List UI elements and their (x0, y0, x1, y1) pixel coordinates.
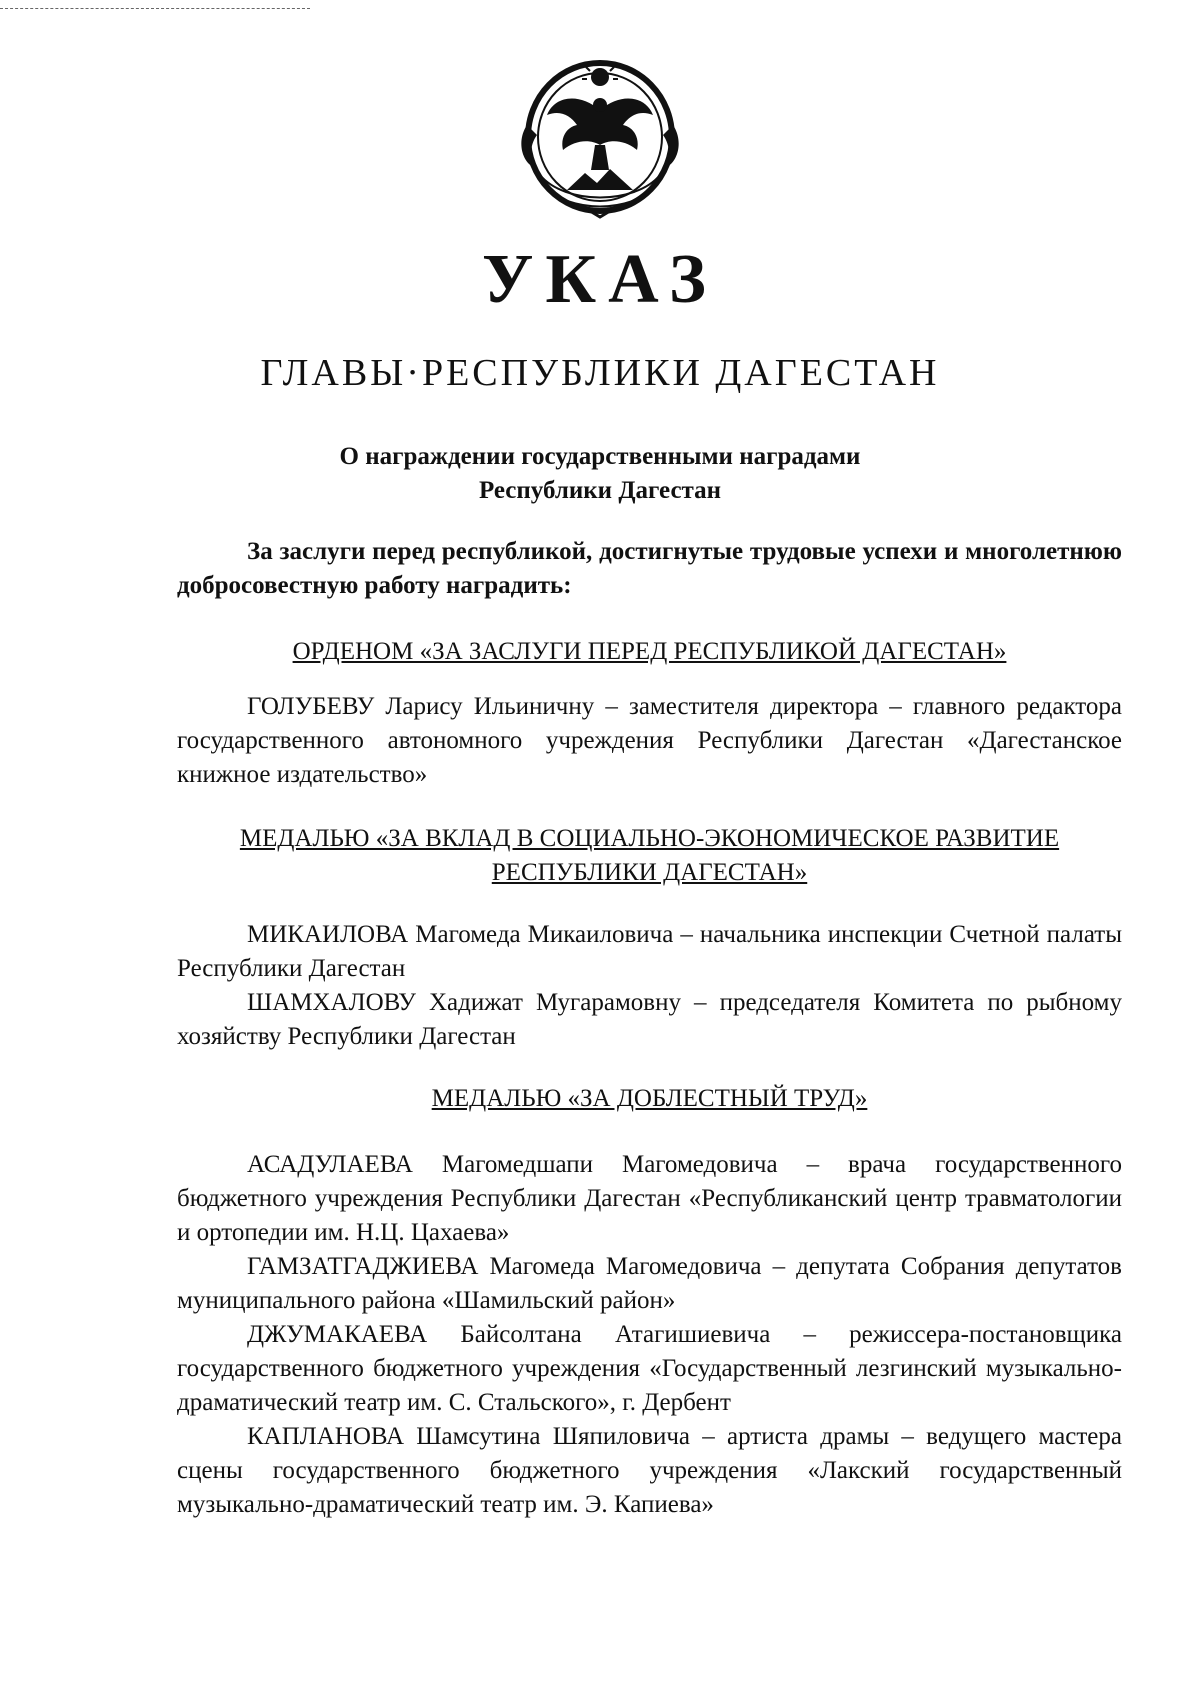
award-entry: ГОЛУБЕВУ Ларису Ильиничну – заместителя директора – главного редактора государственного автономного учреждения Республики Дагестан «Дагестанское книжное издательство» (177, 693, 1122, 788)
heading-line-1: МЕДАЛЬЮ «ЗА ВКЛАД В СОЦИАЛЬНО-ЭКОНОМИЧЕСКОЕ РАЗВИТИЕ (239, 825, 1060, 852)
document-title: УКАЗ (482, 241, 718, 318)
heading-line-2: РЕСПУБЛИКИ ДАГЕСТАН» (491, 859, 808, 886)
emblem-icon (505, 55, 695, 220)
intro-paragraph (177, 535, 1122, 603)
award-entry: КАПЛАНОВА Шамсутина Шяпиловича – артиста драмы – ведущего мастера сцены государственного бюджетного учреждения «Лакский государственный музыкально-драматический театр им. Э. Капиева» (177, 1423, 1122, 1518)
award-entry: ДЖУМАКАЕВА Байсолтана Атагишиевича – режиссера-постановщика государственного бюджетного учреждения «Государственный лезгинский музыкально-драматический театр им. С. Стальского», г. Дербент (177, 1321, 1122, 1416)
intro-text: За заслуги перед республикой, достигнутые трудовые успехи и многолетнюю добросовестную работу наградить: (177, 538, 1122, 599)
section-entries-medal-contribution (177, 918, 1122, 1054)
award-entry: МИКАИЛОВА Магомеда Микаиловича – начальника инспекции Счетной палаты Республики Дагестан (177, 921, 1122, 982)
award-entry: ШАМХАЛОВУ Хадижат Мугарамовну – председателя Комитета по рыбному хозяйству Республики Дагестан (177, 989, 1122, 1050)
document-issuer: ГЛАВЫ·РЕСПУБЛИКИ ДАГЕСТАН (260, 352, 940, 394)
section-entries-medal-labor (177, 1148, 1122, 1522)
subject-line-2: Республики Дагестан (478, 477, 722, 504)
award-entry: ГАМЗАТГАДЖИЕВА Магомеда Магомедовича – депутата Собрания депутатов муниципального района «Шамильский район» (177, 1253, 1122, 1314)
section-entries-order (177, 690, 1122, 792)
section-heading-order: ОРДЕНОМ «ЗА ЗАСЛУГИ ПЕРЕД РЕСПУБЛИКОЙ ДАГЕСТАН» (292, 638, 1007, 665)
award-entry: АСАДУЛАЕВА Магомедшапи Магомедовича – врача государственного бюджетного учреждения Республики Дагестан «Республиканский центр травматологии и ортопедии им. Н.Ц. Цахаева» (177, 1151, 1122, 1246)
section-heading-medal-labor: МЕДАЛЬЮ «ЗА ДОБЛЕСТНЫЙ ТРУД» (431, 1085, 868, 1112)
subject-line-1: О награждении государственными наградами (339, 443, 861, 470)
section-heading-medal-contribution (177, 822, 1122, 890)
scan-edge-line (0, 8, 310, 9)
document-subject (0, 440, 1200, 508)
coat-of-arms-emblem (505, 55, 695, 220)
